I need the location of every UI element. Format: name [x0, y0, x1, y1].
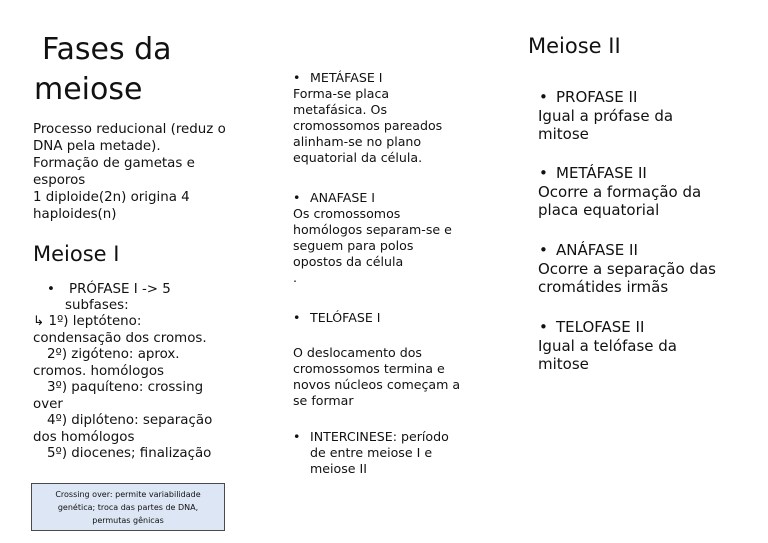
anafase-1-section: [293, 190, 498, 286]
metafase-1-line: alinham-se no plano: [293, 134, 422, 149]
metafase-1-line: Forma-se placa: [293, 86, 390, 101]
intro-line: DNA pela metade).: [33, 139, 161, 154]
anafase-2-heading: [539, 241, 749, 260]
metafase-1-line: metafásica. Os: [293, 102, 388, 117]
intro-line: Formação de gametas e: [33, 156, 195, 171]
subphase-line: dos homólogos: [33, 429, 135, 445]
profase-2-line: mitose: [538, 125, 589, 143]
bullet-icon: •: [539, 318, 548, 336]
bullet-icon: •: [293, 190, 301, 205]
intercinese-heading: [293, 429, 498, 445]
note-line: genética; troca das partes de DNA,: [57, 503, 199, 512]
anafase-1-line: homólogos separam-se e: [293, 222, 452, 237]
bullet-icon: •: [293, 70, 301, 85]
bullet-icon: •: [539, 164, 548, 182]
telofase-2-line: Igual a telófase da: [538, 336, 677, 355]
metafase-1-section: [293, 70, 498, 166]
subphase-line: ↳ 1º) leptóteno:: [33, 314, 142, 329]
anafase-1-heading: [293, 190, 498, 206]
telofase-1-section: [293, 310, 498, 326]
telofase-1-line: O deslocamento dos: [293, 345, 422, 360]
subphase-list: [33, 314, 263, 463]
bullet-icon: •: [293, 429, 301, 444]
intercinese-line: meiose II: [310, 461, 367, 476]
telofase-2-line: mitose: [538, 355, 589, 373]
metafase-2-line: Ocorre a formação da: [538, 182, 702, 201]
crossing-over-note: [31, 483, 225, 531]
telofase-1-line: se formar: [293, 393, 354, 408]
metafase-1-heading: [293, 70, 498, 86]
page-title: [34, 30, 274, 110]
intro-line: esporos: [33, 173, 86, 188]
intro-line: 1 diploide(2n) origina 4: [33, 190, 190, 205]
metafase-1-label: METÁFASE I: [310, 70, 383, 85]
anafase-1-line: .: [293, 270, 298, 285]
profase-1-bullet: [47, 282, 247, 314]
metafase-2-section: [539, 164, 749, 220]
intro-line: haploides(n): [33, 207, 117, 222]
intercinese-section: [293, 429, 498, 477]
subphase-line: 2º) zigóteno: aprox.: [47, 347, 180, 362]
title-line-2: meiose: [34, 72, 143, 107]
metafase-1-line: equatorial da célula.: [293, 150, 423, 165]
subphase-line: condensação dos cromos.: [33, 330, 207, 346]
title-line-1: Fases da: [42, 32, 172, 67]
profase-1-label-cont: subfases:: [65, 298, 129, 313]
profase-2-heading: [539, 88, 749, 107]
anafase-1-line: Os cromossomos: [293, 206, 401, 221]
anafase-2-line: Ocorre a separação das: [538, 259, 716, 278]
subphase-line: 5º) diocenes; finalização: [47, 446, 212, 461]
bullet-icon: •: [47, 282, 55, 297]
anafase-1-line: opostos da célula: [293, 254, 404, 269]
telofase-2-label: TELOFASE II: [556, 318, 645, 336]
telofase-1-label: TELÓFASE I: [310, 310, 381, 325]
bullet-icon: •: [293, 310, 301, 325]
profase-1-label: PRÓFASE I -> 5: [69, 282, 171, 297]
intercinese-line: INTERCINESE: período: [310, 429, 449, 444]
meiose-1-heading: Meiose I: [33, 242, 120, 266]
metafase-2-line: placa equatorial: [538, 201, 660, 219]
anafase-2-label: ANÁFASE II: [556, 241, 638, 259]
anafase-2-section: [539, 241, 749, 297]
profase-2-line: Igual a prófase da: [538, 106, 674, 125]
profase-2-label: PROFASE II: [556, 88, 638, 106]
meiose-2-heading: Meiose II: [528, 34, 621, 58]
subphase-line: 3º) paquíteno: crossing: [47, 380, 204, 395]
intro-text: [33, 121, 258, 223]
anafase-1-label: ANAFASE I: [310, 190, 376, 205]
telofase-1-heading: [293, 310, 498, 326]
metafase-2-heading: [539, 164, 749, 183]
bullet-icon: •: [539, 241, 548, 259]
subphase-line: cromos. homólogos: [33, 363, 164, 379]
subphase-line: 4º) diplóteno: separação: [47, 413, 213, 428]
note-line: permutas gênicas: [92, 516, 164, 525]
note-line: Crossing over: permite variabilidade: [55, 490, 201, 499]
metafase-1-line: cromossomos pareados: [293, 118, 443, 133]
anafase-1-line: seguem para polos: [293, 238, 414, 253]
profase-2-section: [539, 88, 749, 144]
telofase-1-line: novos núcleos começam a: [293, 377, 461, 392]
telofase-2-heading: [539, 318, 749, 337]
intercinese-line: de entre meiose I e: [310, 445, 433, 460]
intro-line: Processo reducional (reduz o: [33, 122, 226, 137]
metafase-2-label: METÁFASE II: [556, 164, 647, 182]
bullet-icon: •: [539, 88, 548, 106]
subphase-line: over: [33, 396, 63, 412]
telofase-2-section: [539, 318, 749, 374]
telofase-1-body: [293, 345, 498, 409]
anafase-2-line: cromátides irmãs: [538, 278, 669, 296]
telofase-1-line: cromossomos termina e: [293, 361, 445, 376]
